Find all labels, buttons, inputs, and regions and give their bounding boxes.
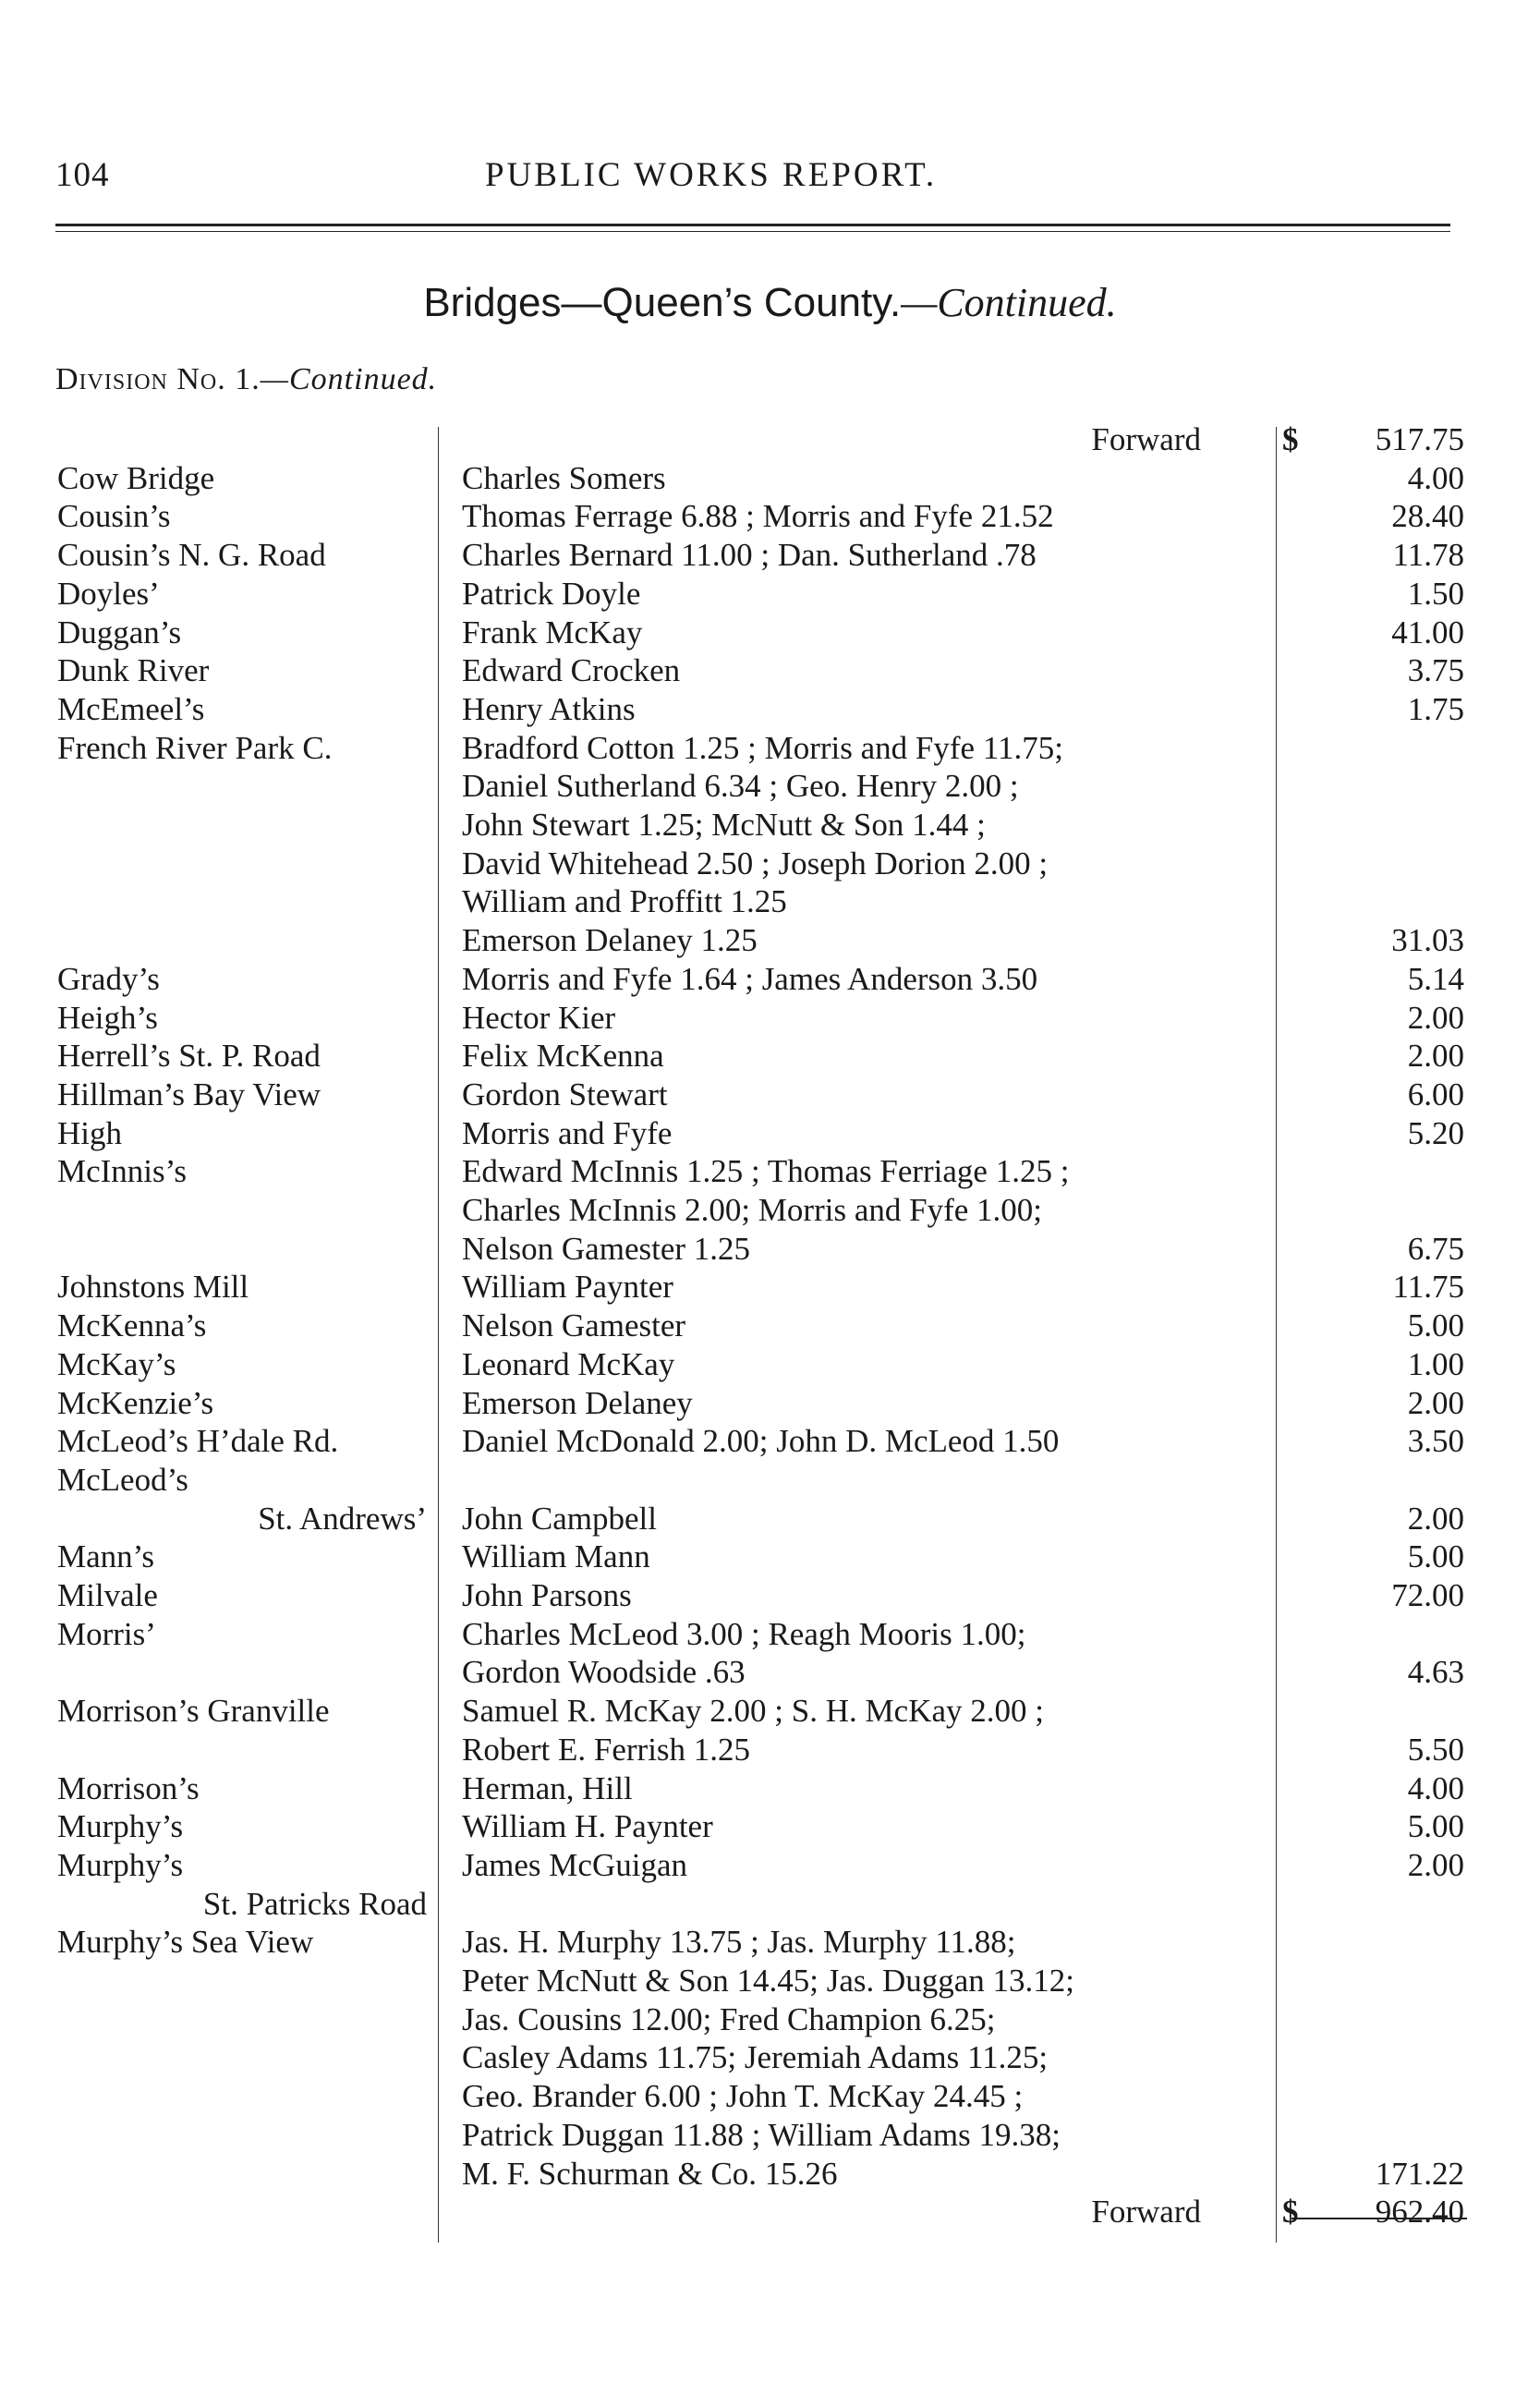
- payee-entry: Frank McKay: [462, 614, 643, 650]
- bridge-name: McKenzie’s: [57, 1384, 214, 1421]
- bridge-name: Johnstons Mill: [57, 1269, 249, 1306]
- ledger-row: [0, 651, 1540, 690]
- bridge-name: Herrell’s St. P. Road: [57, 1038, 321, 1075]
- bridge-name: Cousin’s: [57, 498, 171, 535]
- payee-entry: Henry Atkins: [462, 690, 636, 727]
- ledger-row: [0, 575, 1540, 614]
- amount: 5.00: [1407, 1808, 1464, 1845]
- payee-entry: Herman, Hill: [462, 1769, 633, 1806]
- bridge-name: Morris’: [57, 1615, 156, 1652]
- amount: 6.75: [1407, 1230, 1464, 1267]
- ledger-row: [0, 420, 1540, 459]
- payee-entry: John Stewart 1.25; McNutt & Son 1.44 ;: [462, 807, 986, 843]
- ledger-row: [0, 1731, 1540, 1769]
- ledger-row: [0, 497, 1540, 536]
- payee-entry: Thomas Ferrage 6.88 ; Morris and Fyfe 21.52: [462, 498, 1054, 535]
- payee-entry: Nelson Gamester: [462, 1307, 686, 1344]
- ledger-row: [0, 1807, 1540, 1846]
- ledger-row: [0, 1230, 1540, 1269]
- amount: 1.00: [1407, 1345, 1464, 1382]
- ledger-row: [0, 1461, 1540, 1500]
- ledger-row: [0, 1615, 1540, 1654]
- ledger-row: [0, 1191, 1540, 1230]
- payee-entry: Samuel R. McKay 2.00 ; S. H. McKay 2.00 ;: [462, 1693, 1044, 1730]
- payee-entry: William H. Paynter: [462, 1808, 713, 1845]
- bridge-name: Cousin’s N. G. Road: [57, 537, 326, 574]
- ledger-row: [0, 806, 1540, 845]
- ledger-row: [0, 729, 1540, 768]
- amount: 3.75: [1407, 652, 1464, 689]
- forward-total: 517.75: [1375, 421, 1464, 457]
- ledger-row: [0, 1538, 1540, 1576]
- division-heading: [55, 362, 437, 397]
- amount: 2.00: [1407, 1038, 1464, 1075]
- bridge-name: Murphy’s: [57, 1846, 184, 1883]
- ledger-row: [0, 845, 1540, 883]
- ledger-row: [0, 999, 1540, 1038]
- amount: 31.03: [1391, 922, 1464, 959]
- ledger-row: [0, 1692, 1540, 1731]
- bridge-name: St. Patricks Road: [202, 1885, 427, 1922]
- forward-label: Forward: [1091, 2194, 1201, 2231]
- ledger-row: [0, 2155, 1540, 2194]
- bridge-name: McEmeel’s: [57, 690, 205, 727]
- amount: 171.22: [1375, 2155, 1464, 2192]
- amount: 28.40: [1391, 498, 1464, 535]
- header-rule-thin: [55, 231, 1450, 232]
- ledger-row: [0, 1846, 1540, 1885]
- bridge-name: McKenna’s: [57, 1307, 207, 1344]
- ledger-row: [0, 767, 1540, 806]
- payee-entry: Charles McLeod 3.00 ; Reagh Mooris 1.00;: [462, 1615, 1026, 1652]
- ledger-row: [0, 1653, 1540, 1692]
- bridge-name: Heigh’s: [57, 999, 158, 1036]
- payee-entry: Leonard McKay: [462, 1345, 675, 1382]
- payee-entry: Patrick Doyle: [462, 575, 641, 612]
- section-title: [0, 279, 1540, 326]
- amount: 4.00: [1407, 1769, 1464, 1806]
- ledger-row: [0, 1076, 1540, 1114]
- ledger-row: [0, 1307, 1540, 1345]
- payee-entry: David Whitehead 2.50 ; Joseph Dorion 2.00 ;: [462, 845, 1049, 881]
- payee-entry: Edward McInnis 1.25 ; Thomas Ferriage 1.25 ;: [462, 1153, 1070, 1190]
- bridge-name: High: [57, 1114, 122, 1151]
- payee-entry: Charles Bernard 11.00 ; Dan. Sutherland .78: [462, 537, 1037, 574]
- payee-entry: Charles McInnis 2.00; Morris and Fyfe 1.00;: [462, 1192, 1042, 1228]
- bridge-name: Grady’s: [57, 960, 160, 997]
- division-continued: —Continued.: [260, 362, 438, 396]
- payee-entry: Jas. H. Murphy 13.75 ; Jas. Murphy 11.88;: [462, 1924, 1016, 1961]
- amount: 3.50: [1407, 1423, 1464, 1460]
- amount: 2.00: [1407, 1500, 1464, 1537]
- ledger-row: [0, 921, 1540, 960]
- ledger-row: [0, 2116, 1540, 2155]
- payee-entry: Emerson Delaney: [462, 1384, 693, 1421]
- bridge-name: Mann’s: [57, 1538, 154, 1575]
- payee-entry: Peter McNutt & Son 14.45; Jas. Duggan 13.12;: [462, 1963, 1075, 1999]
- ledger-row: [0, 614, 1540, 652]
- payee-entry: Geo. Brander 6.00 ; John T. McKay 24.45 ;: [462, 2078, 1024, 2115]
- payee-entry: James McGuigan: [462, 1846, 687, 1883]
- ledger-row: [0, 459, 1540, 498]
- payee-entry: M. F. Schurman & Co. 15.26: [462, 2155, 838, 2192]
- bridge-name: McLeod’s: [57, 1461, 188, 1498]
- payee-entry: John Campbell: [462, 1500, 657, 1537]
- ledger-row: [0, 1769, 1540, 1808]
- amount: 1.50: [1407, 575, 1464, 612]
- payee-entry: William and Proffitt 1.25: [462, 883, 787, 920]
- ledger-row: [0, 1962, 1540, 2000]
- ledger-row: [0, 1384, 1540, 1423]
- ledger-row: [0, 2193, 1540, 2231]
- payee-entry: Daniel Sutherland 6.34 ; Geo. Henry 2.00 ;: [462, 768, 1019, 805]
- payee-entry: Morris and Fyfe 1.64 ; James Anderson 3.50: [462, 960, 1038, 997]
- payee-entry: Morris and Fyfe: [462, 1114, 673, 1151]
- ledger-row: [0, 1268, 1540, 1307]
- amount: 2.00: [1407, 1846, 1464, 1883]
- division-label: Division No. 1.: [55, 362, 261, 396]
- ledger-row: [0, 2077, 1540, 2116]
- bridge-name: Hillman’s Bay View: [57, 1076, 321, 1112]
- forward-label: Forward: [1091, 421, 1201, 457]
- ledger-row: [0, 960, 1540, 999]
- payee-entry: Nelson Gamester 1.25: [462, 1230, 751, 1267]
- amount: 5.00: [1407, 1307, 1464, 1344]
- bridge-name: Murphy’s: [57, 1808, 184, 1845]
- ledger-row: [0, 2038, 1540, 2077]
- ledger-row: [0, 1500, 1540, 1538]
- payee-entry: Felix McKenna: [462, 1038, 664, 1075]
- amount: 5.00: [1407, 1538, 1464, 1575]
- bridge-name: Milvale: [57, 1577, 158, 1613]
- ledger-row: [0, 1422, 1540, 1461]
- ledger-row: [0, 536, 1540, 575]
- bridge-name: Doyles’: [57, 575, 160, 612]
- bridge-name: McLeod’s H’dale Rd.: [57, 1423, 339, 1460]
- payee-entry: Emerson Delaney 1.25: [462, 922, 758, 959]
- amount: 41.00: [1391, 614, 1464, 650]
- payee-entry: Jas. Cousins 12.00; Fred Champion 6.25;: [462, 2000, 996, 2037]
- payee-entry: Gordon Stewart: [462, 1076, 668, 1112]
- bridge-name: Murphy’s Sea View: [57, 1924, 314, 1961]
- payee-entry: Edward Crocken: [462, 652, 681, 689]
- amount: 2.00: [1407, 1384, 1464, 1421]
- amount: 1.75: [1407, 690, 1464, 727]
- payee-entry: William Paynter: [462, 1269, 673, 1306]
- running-head: PUBLIC WORKS REPORT.: [485, 156, 938, 194]
- amount: 72.00: [1391, 1577, 1464, 1613]
- payee-entry: William Mann: [462, 1538, 650, 1575]
- ledger-row: [0, 2000, 1540, 2039]
- ledger-row: [0, 1037, 1540, 1076]
- section-title-main: Bridges—Queen’s County.: [423, 280, 902, 325]
- payee-entry: Charles Somers: [462, 459, 666, 496]
- ledger-row: [0, 1885, 1540, 1924]
- ledger-row: [0, 1345, 1540, 1384]
- amount: 4.00: [1407, 459, 1464, 496]
- bridge-name: Morrison’s: [57, 1769, 200, 1806]
- ledger-row: [0, 1114, 1540, 1153]
- amount: 2.00: [1407, 999, 1464, 1036]
- payee-entry: Hector Kier: [462, 999, 616, 1036]
- amount: 5.20: [1407, 1114, 1464, 1151]
- payee-entry: Casley Adams 11.75; Jeremiah Adams 11.25;: [462, 2039, 1049, 2076]
- bridge-name: McInnis’s: [57, 1153, 187, 1190]
- dollar-sign: $: [1282, 2194, 1299, 2231]
- amount: 6.00: [1407, 1076, 1464, 1112]
- bridge-name: Cow Bridge: [57, 459, 215, 496]
- bridge-name: Duggan’s: [57, 614, 182, 650]
- ledger-row: [0, 1152, 1540, 1191]
- payee-entry: John Parsons: [462, 1577, 632, 1613]
- amount: 5.14: [1407, 960, 1464, 997]
- payee-entry: Gordon Woodside .63: [462, 1654, 746, 1691]
- section-title-continued: —Continued.: [901, 280, 1117, 325]
- bridge-name: French River Park C.: [57, 729, 333, 766]
- payee-entry: Daniel McDonald 2.00; John D. McLeod 1.50: [462, 1423, 1060, 1460]
- amount: 4.63: [1407, 1654, 1464, 1691]
- forward-total: 962.40: [1375, 2194, 1464, 2231]
- amount: 5.50: [1407, 1731, 1464, 1768]
- bridge-name: Morrison’s Granville: [57, 1693, 330, 1730]
- amount: 11.78: [1392, 537, 1464, 574]
- bridge-name: St. Andrews’: [258, 1500, 427, 1537]
- ledger-row: [0, 882, 1540, 921]
- bridge-name: Dunk River: [57, 652, 210, 689]
- payee-entry: Patrick Duggan 11.88 ; William Adams 19.38;: [462, 2116, 1061, 2153]
- payee-entry: Robert E. Ferrish 1.25: [462, 1731, 751, 1768]
- amount: 11.75: [1392, 1269, 1464, 1306]
- dollar-sign: $: [1282, 421, 1299, 457]
- ledger-row: [0, 690, 1540, 729]
- ledger-row: [0, 1923, 1540, 1962]
- payee-entry: Bradford Cotton 1.25 ; Morris and Fyfe 11.75;: [462, 729, 1064, 766]
- header-rule-thick: [55, 224, 1450, 226]
- page-number: 104: [55, 156, 110, 194]
- ledger-row: [0, 1576, 1540, 1615]
- bridge-name: McKay’s: [57, 1345, 176, 1382]
